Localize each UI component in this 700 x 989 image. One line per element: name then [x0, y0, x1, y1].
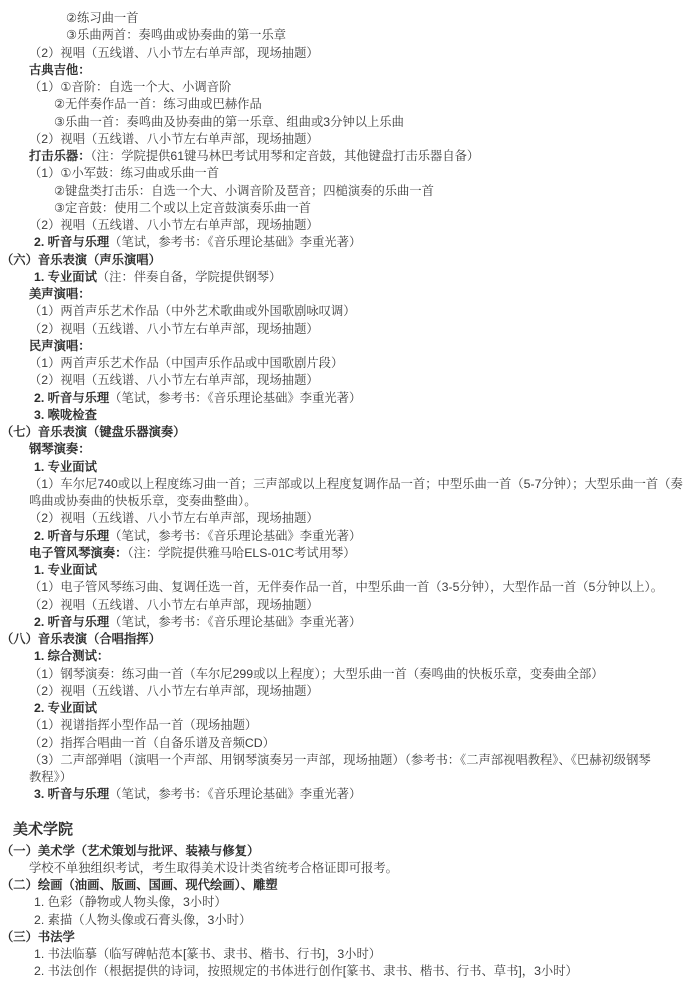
numbered-item — [34, 528, 700, 545]
body-text: （注：学院提供雅马哈ELS-01C考试用琴） — [127, 545, 356, 560]
list-item — [29, 372, 700, 389]
numbered-item — [34, 390, 700, 407]
list-item — [66, 10, 700, 27]
list-item — [29, 165, 700, 182]
list-item — [54, 114, 700, 131]
body-text: （2）视唱（五线谱、八小节左右单声部，现场抽题） — [29, 683, 319, 698]
body-text: （2）视唱（五线谱、八小节左右单声部，现场抽题） — [29, 218, 319, 232]
emphasized-text: 3. 喉咙检查 — [34, 407, 97, 422]
numbered-item — [34, 614, 700, 631]
numbered-item — [34, 407, 700, 424]
body-text: 1. 色彩（静物或人物头像，3小时） — [34, 895, 227, 910]
body-text: （笔试，参考书：《音乐理论基础》李重光著） — [109, 528, 362, 543]
numbered-item — [34, 234, 700, 251]
body-text: ②无伴奏作品一首：练习曲或巴赫作品 — [54, 97, 262, 112]
body-text: ③乐曲两首：奏鸣曲或协奏曲的第一乐章 — [66, 28, 287, 43]
emphasized-text: （七）音乐表演（键盘乐器演奏） — [1, 425, 186, 439]
body-text: ②练习曲一首 — [66, 11, 139, 25]
subsection-heading — [29, 62, 700, 79]
emphasized-text: 2. 听音与乐理 — [34, 235, 110, 250]
list-item — [29, 217, 700, 234]
section-heading — [1, 877, 700, 894]
body-text: 学校不单独组织考试，考生取得美术设计类省统考合格证即可报考。 — [29, 860, 398, 875]
section-heading — [1, 929, 700, 946]
list-item — [54, 96, 700, 113]
emphasized-text: 古典吉他： — [29, 62, 91, 77]
body-text: （1）①小军鼓：练习曲或乐曲一首 — [29, 166, 220, 181]
numbered-item — [34, 912, 700, 929]
emphasized-text: 1. 专业面试 — [34, 563, 97, 577]
emphasized-text: （一）美术学（艺术策划与批评、装裱与修复） — [1, 843, 260, 858]
emphasized-text: 美声演唱： — [29, 287, 91, 301]
numbered-item — [34, 459, 700, 476]
emphasized-text: 1. 专业面试 — [34, 459, 97, 474]
emphasized-text: 3. 听音与乐理 — [34, 787, 110, 802]
subsection-heading — [29, 441, 700, 458]
list-item — [29, 321, 700, 338]
subsection-heading — [29, 338, 700, 355]
emphasized-text: （二）绘画（油画、版画、国画、现代绘画）、雕塑 — [1, 878, 278, 892]
emphasized-text: 电子管风琴演奏： — [29, 545, 128, 560]
numbered-item — [34, 269, 700, 286]
body-text: （2）视唱（五线谱、八小节左右单声部，现场抽题） — [29, 321, 319, 336]
body-text: （笔试，参考书：《音乐理论基础》李重光著） — [109, 235, 362, 250]
body-text: （笔试，参考书：《音乐理论基础》李重光著） — [109, 614, 362, 629]
body-text: （1）两首声乐艺术作品（中外艺术歌曲或外国歌剧咏叹调） — [29, 304, 356, 319]
emphasized-text: 打击乐器： — [29, 149, 91, 163]
list-item — [29, 597, 700, 614]
college-title — [13, 820, 700, 840]
list-item — [54, 183, 700, 200]
list-item — [29, 579, 700, 596]
list-item — [29, 303, 700, 320]
numbered-item — [34, 700, 700, 717]
list-item — [29, 493, 700, 510]
body-text: （注：学院提供61键马林巴考试用琴和定音鼓，其他键盘打击乐器自备） — [90, 149, 480, 163]
list-item — [29, 683, 700, 700]
numbered-item — [34, 946, 700, 963]
body-text: （1）电子管风琴练习曲、复调任选一首，无伴奏作品一首，中型乐曲一首（3-5分钟），大型作品一首（5分钟以上）。 — [29, 580, 663, 595]
body-text: （1）视谱指挥小型作品一首（现场抽题） — [29, 718, 258, 733]
body-text: （1）①音阶：自选一个大、小调音阶 — [29, 80, 232, 94]
list-item — [29, 769, 700, 786]
body-text: （2）视唱（五线谱、八小节左右单声部，现场抽题） — [29, 373, 319, 388]
subsection-heading — [29, 286, 700, 303]
subsection-heading — [29, 148, 700, 165]
numbered-item — [34, 562, 700, 579]
emphasized-text: 钢琴演奏： — [29, 442, 91, 457]
body-text: （注：伴奏自备，学院提供钢琴） — [96, 269, 282, 284]
list-item — [29, 735, 700, 752]
body-text: （1）两首声乐艺术作品（中国声乐作品或中国歌剧片段） — [29, 356, 344, 370]
list-item — [29, 717, 700, 734]
numbered-item — [34, 894, 700, 911]
body-text: （2）视唱（五线谱、八小节左右单声部，现场抽题） — [29, 511, 319, 526]
emphasized-text: 美术学院 — [13, 820, 74, 838]
body-text: 1. 书法临摹（临写碑帖范本[篆书、隶书、楷书、行书]，3小时） — [34, 947, 382, 961]
body-text: ③乐曲一首：奏鸣曲及协奏曲的第一乐章、组曲或3分钟以上乐曲 — [54, 114, 404, 129]
emphasized-text: （六）音乐表演（声乐演唱） — [1, 252, 161, 267]
list-item — [29, 355, 700, 372]
emphasized-text: 1. 综合测试： — [34, 649, 110, 664]
list-item — [29, 666, 700, 683]
body-text: （2）指挥合唱曲一首（自备乐谱及音频CD） — [29, 735, 275, 750]
body-text: （2）视唱（五线谱、八小节左右单声部，现场抽题） — [29, 131, 319, 146]
body-text: 2. 素描（人物头像或石膏头像，3小时） — [34, 912, 252, 927]
emphasized-text: （三）书法学 — [1, 929, 75, 944]
emphasized-text: 2. 听音与乐理 — [34, 528, 110, 543]
list-item — [29, 476, 700, 493]
list-item — [29, 45, 700, 62]
list-item — [29, 752, 700, 769]
numbered-item — [34, 786, 700, 803]
body-text: 2. 书法创作（根据提供的诗词，按照规定的书体进行创作[篆书、隶书、楷书、行书、草书]，3小时） — [34, 964, 578, 979]
list-item — [29, 510, 700, 527]
section-heading — [1, 424, 700, 441]
emphasized-text: 1. 专业面试 — [34, 269, 97, 284]
section-heading — [1, 252, 700, 269]
body-text: ②键盘类打击乐：自选一个大、小调音阶及琶音；四槌演奏的乐曲一首 — [54, 183, 434, 198]
numbered-item — [34, 963, 700, 980]
body-text: （2）视唱（五线谱、八小节左右单声部，现场抽题） — [29, 45, 319, 60]
body-text: （2）视唱（五线谱、八小节左右单声部，现场抽题） — [29, 597, 319, 612]
subsection-heading — [29, 545, 700, 562]
section-heading — [1, 631, 700, 648]
body-text: 鸣曲或协奏曲的快板乐章，变奏曲整曲）。 — [29, 494, 257, 508]
emphasized-text: 2. 听音与乐理 — [34, 614, 110, 629]
body-text: （笔试，参考书：《音乐理论基础》李重光著） — [109, 787, 362, 802]
section-heading — [1, 843, 700, 860]
body-text: ③定音鼓：使用二个或以上定音鼓演奏乐曲一首 — [54, 200, 311, 215]
body-text: （1）车尔尼740或以上程度练习曲一首；三声部或以上程度复调作品一首；中型乐曲一首（5-7分钟）；大型乐曲一首（奏 — [29, 476, 683, 491]
body-text: 教程》） — [29, 770, 73, 784]
emphasized-text: 民声演唱： — [29, 338, 91, 353]
list-item — [29, 79, 700, 96]
body-text: （3）二声部弹唱（演唱一个声部、用钢琴演奏另一声部，现场抽题）（参考书：《二声部视唱教程》、《巴赫初级钢琴 — [29, 752, 651, 767]
body-text: （1）钢琴演奏：练习曲一首（车尔尼299或以上程度）；大型乐曲一首（奏鸣曲的快板乐章，变奏曲全部） — [29, 666, 604, 681]
list-item — [54, 200, 700, 217]
body-text: （笔试，参考书：《音乐理论基础》李重光著） — [109, 390, 362, 405]
emphasized-text: 2. 听音与乐理 — [34, 390, 110, 405]
emphasized-text: （八）音乐表演（合唱指挥） — [1, 632, 161, 646]
paragraph — [29, 860, 700, 877]
list-item — [29, 131, 700, 148]
numbered-item — [34, 648, 700, 665]
emphasized-text: 2. 专业面试 — [34, 701, 97, 715]
list-item — [66, 27, 700, 44]
